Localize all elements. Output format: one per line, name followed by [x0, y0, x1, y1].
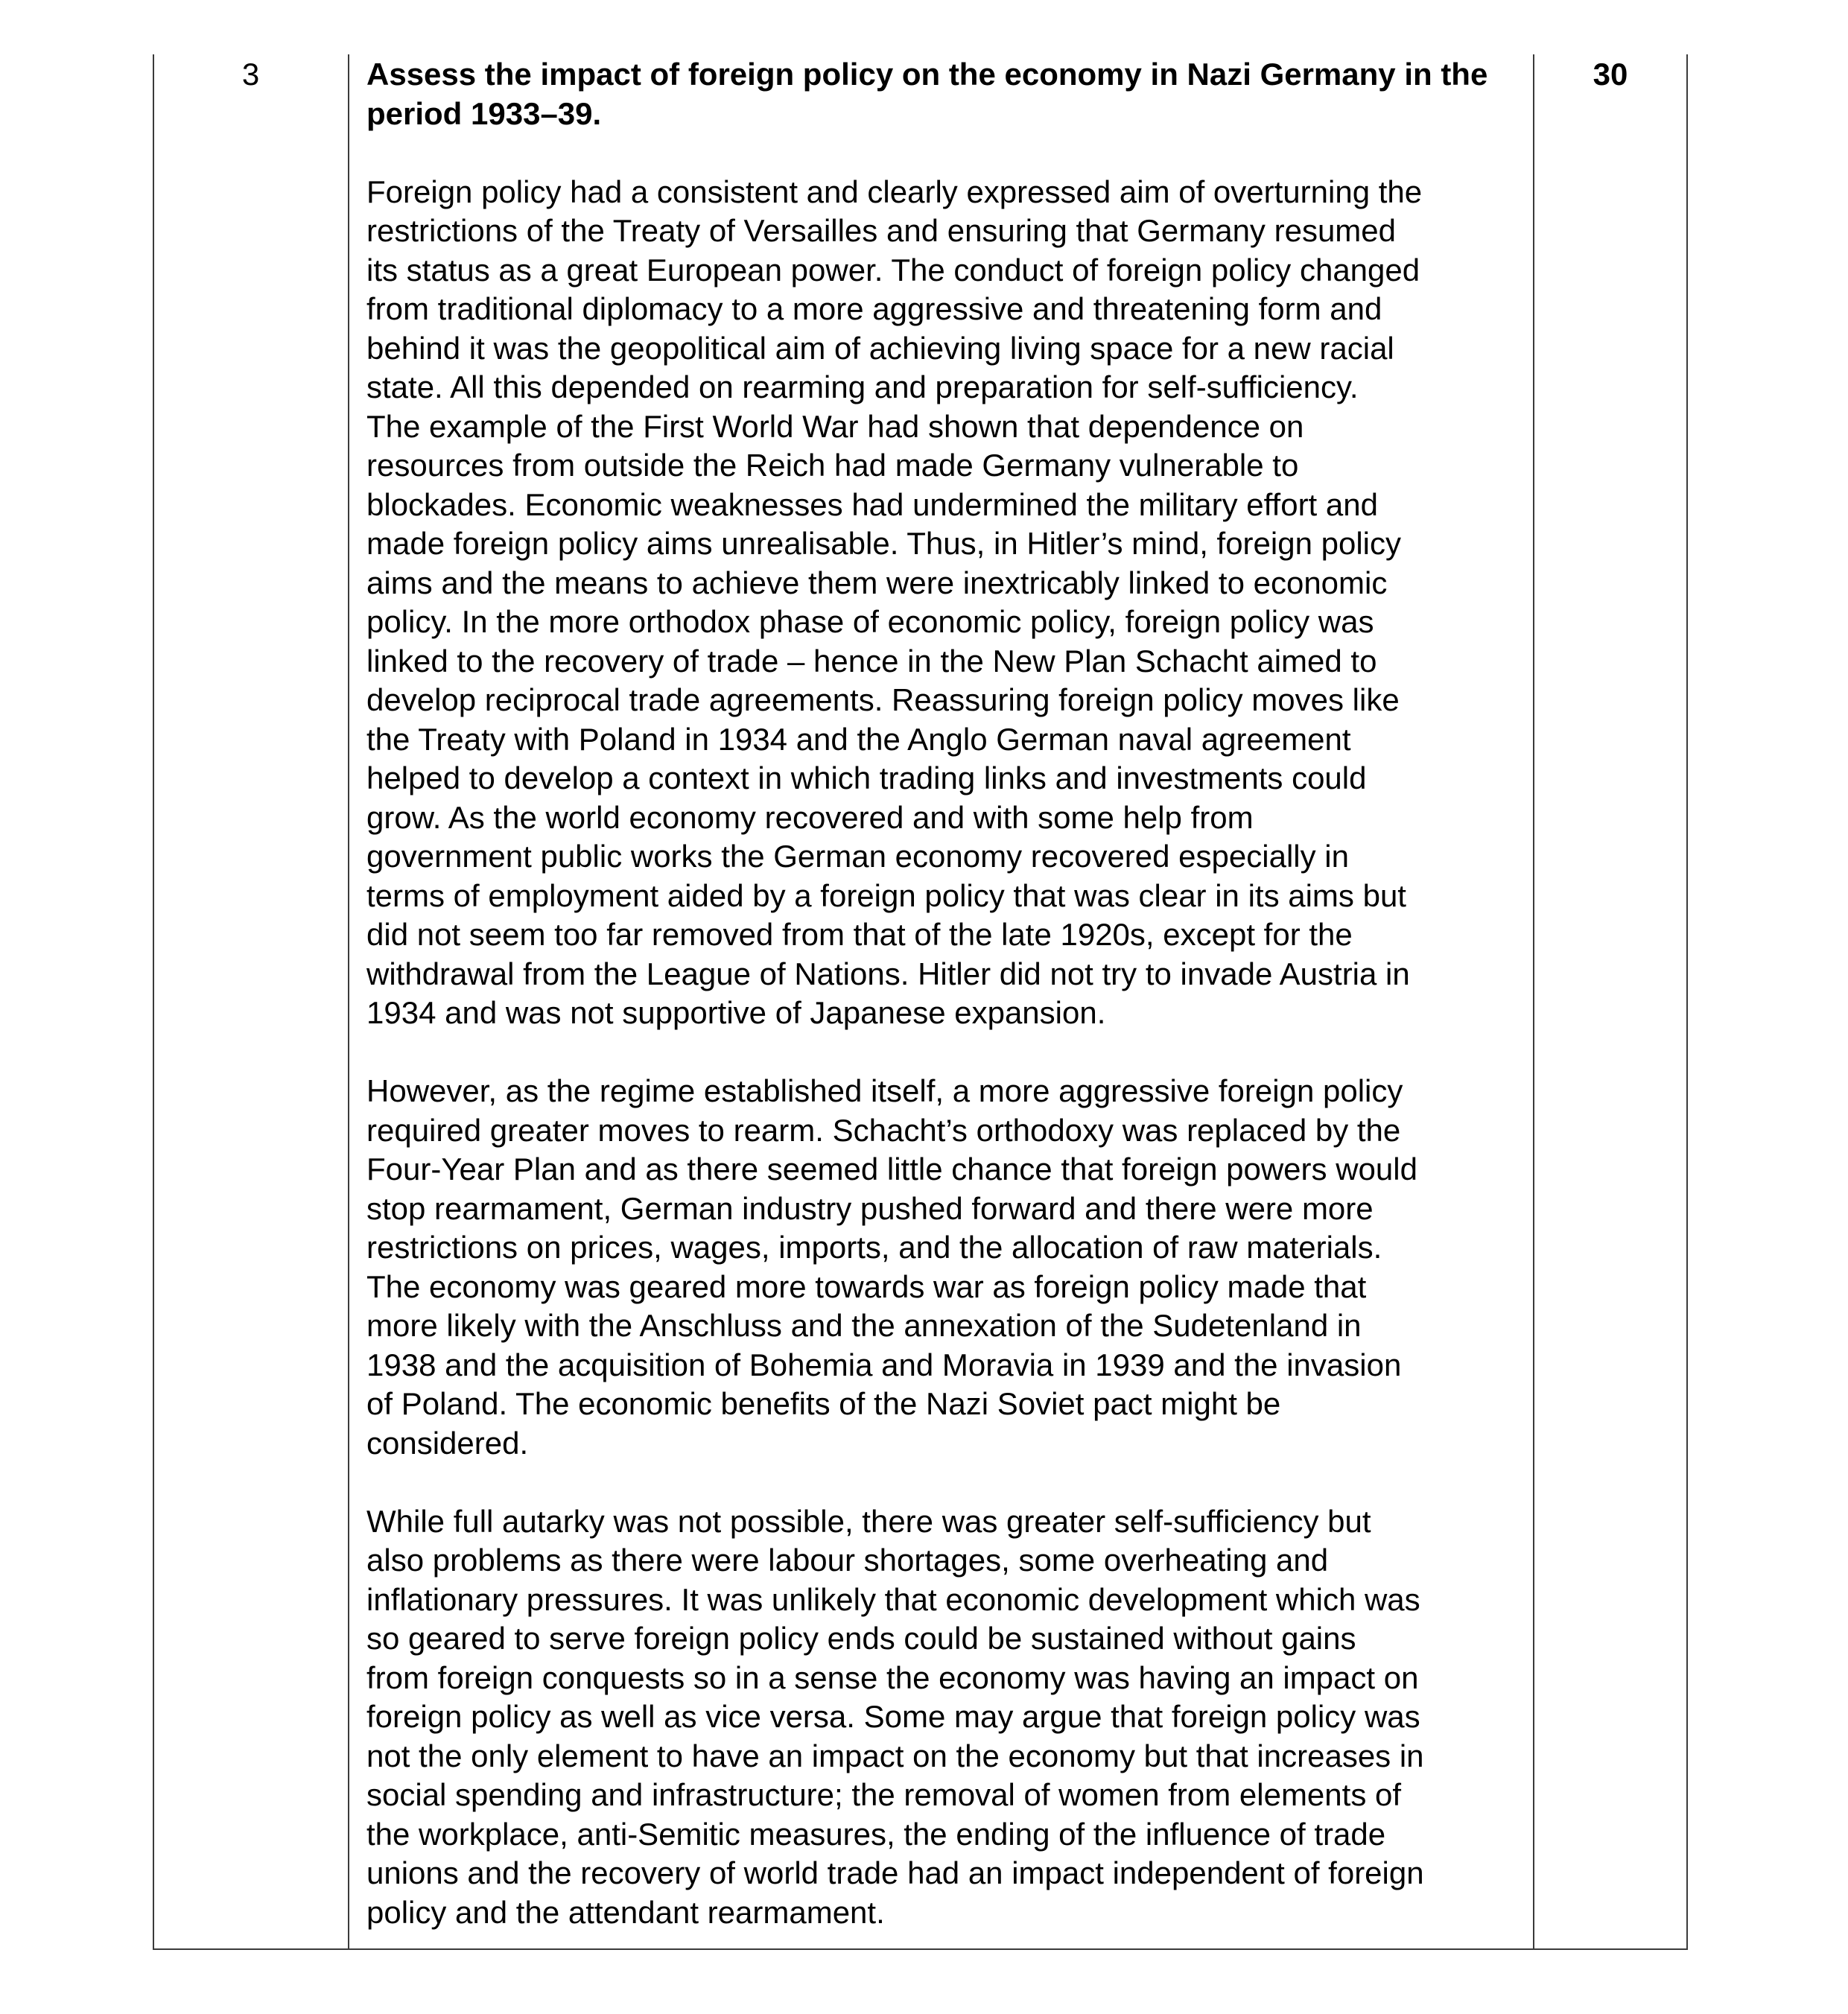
paragraph-line: The example of the First World War had shown that dependence on	[366, 408, 1304, 444]
paragraph-line: policy and the attendant rearmament.	[366, 1894, 885, 1930]
paragraph-line: withdrawal from the League of Nations. Hitler did not try to invade Austria in	[366, 956, 1410, 991]
paragraph-line: so geared to serve foreign policy ends could be sustained without gains	[366, 1621, 1356, 1656]
paragraph-line: inflationary pressures. It was unlikely that economic development which was	[366, 1581, 1420, 1617]
paragraph-line: Four-Year Plan and as there seemed little chance that foreign powers would	[366, 1151, 1417, 1187]
paragraph-line: the Treaty with Poland in 1934 and the Anglo German naval agreement	[366, 721, 1351, 757]
paragraph-line: did not seem too far removed from that of the late 1920s, except for the	[366, 917, 1353, 952]
table-border-right	[1686, 54, 1688, 1950]
paragraph-line: While full autarky was not possible, there was greater self-sufficiency but	[366, 1503, 1371, 1539]
paragraph-line: state. All this depended on rearming and preparation for self-sufficiency.	[366, 369, 1359, 404]
paragraph-line: linked to the recovery of trade – hence in the New Plan Schacht aimed to	[366, 643, 1377, 679]
paragraph-line: restrictions of the Treaty of Versailles and ensuring that Germany resumed	[366, 213, 1397, 248]
paragraph-line: of Poland. The economic benefits of the Nazi Soviet pact might be	[366, 1386, 1281, 1421]
paragraph-line: restrictions on prices, wages, imports, and the allocation of raw materials.	[366, 1230, 1382, 1265]
paragraph-line: its status as a great European power. The conduct of foreign policy changed	[366, 252, 1420, 288]
paragraph-line: 1934 and was not supportive of Japanese expansion.	[366, 995, 1106, 1030]
question-marks: 30	[1593, 57, 1628, 92]
paragraph-line: more likely with the Anschluss and the annexation of the Sudetenland in	[366, 1308, 1362, 1343]
paragraph-line: the workplace, anti-Semitic measures, the ending of the influence of trade	[366, 1816, 1386, 1852]
paragraph-line: However, as the regime established itself, a more aggressive foreign policy	[366, 1073, 1403, 1108]
paragraph-line: blockades. Economic weaknesses had undermined the military effort and	[366, 486, 1378, 522]
answer-guidance	[366, 173, 1532, 1933]
paragraph-line: not the only element to have an impact on the economy but that increases in	[366, 1738, 1424, 1773]
answer-paragraph	[366, 173, 1532, 1033]
paragraph-line: resources from outside the Reich had made Germany vulnerable to	[366, 448, 1299, 483]
answer-cell	[366, 55, 1532, 1972]
paragraph-line: government public works the German economy recovered especially in	[366, 839, 1349, 874]
table-divider-question-number	[348, 54, 349, 1950]
paragraph-line: stop rearmament, German industry pushed forward and there were more	[366, 1190, 1374, 1226]
paragraph-line: Foreign policy had a consistent and clearly expressed aim of overturning the	[366, 174, 1423, 209]
paragraph-line: also problems as there were labour shortages, some overheating and	[366, 1543, 1329, 1578]
paragraph-line: foreign policy as well as vice versa. Some may argue that foreign policy was	[366, 1699, 1420, 1734]
table-divider-marks	[1533, 54, 1534, 1950]
question-number: 3	[241, 57, 260, 92]
paragraph-line: terms of employment aided by a foreign policy that was clear in its aims but	[366, 877, 1406, 913]
paragraph-line: from foreign conquests so in a sense the economy was having an impact on	[366, 1659, 1419, 1695]
paragraph-line: social spending and infrastructure; the removal of women from elements of	[366, 1777, 1402, 1812]
paragraph-line: considered.	[366, 1425, 529, 1461]
question-title: Assess the impact of foreign policy on the economy in Nazi Germany in the period 1933–39.	[366, 57, 1488, 131]
paragraph-line: aims and the means to achieve them were inextricably linked to economic	[366, 565, 1388, 600]
paragraph-line: develop reciprocal trade agreements. Reassuring foreign policy moves like	[366, 682, 1400, 717]
paragraph-line: from traditional diplomacy to a more aggressive and threatening form and	[366, 291, 1382, 326]
paragraph-line: made foreign policy aims unrealisable. Thus, in Hitler’s mind, foreign policy	[366, 526, 1401, 561]
answer-paragraph	[366, 1502, 1532, 1933]
table-border-left	[153, 54, 154, 1950]
paragraph-line: 1938 and the acquisition of Bohemia and Moravia in 1939 and the invasion	[366, 1347, 1402, 1382]
answer-paragraph	[366, 1072, 1532, 1463]
paragraph-line: policy. In the more orthodox phase of economic policy, foreign policy was	[366, 604, 1374, 639]
paragraph-line: helped to develop a context in which trading links and investments could	[366, 760, 1367, 795]
paragraph-line: The economy was geared more towards war as foreign policy made that	[366, 1268, 1367, 1304]
paragraph-line: unions and the recovery of world trade had an impact independent of foreign	[366, 1855, 1424, 1890]
paragraph-line: behind it was the geopolitical aim of achieving living space for a new racial	[366, 330, 1394, 366]
paragraph-line: grow. As the world economy recovered and with some help from	[366, 799, 1254, 835]
paragraph-line: required greater moves to rearm. Schacht’s orthodoxy was replaced by the	[366, 1112, 1401, 1148]
